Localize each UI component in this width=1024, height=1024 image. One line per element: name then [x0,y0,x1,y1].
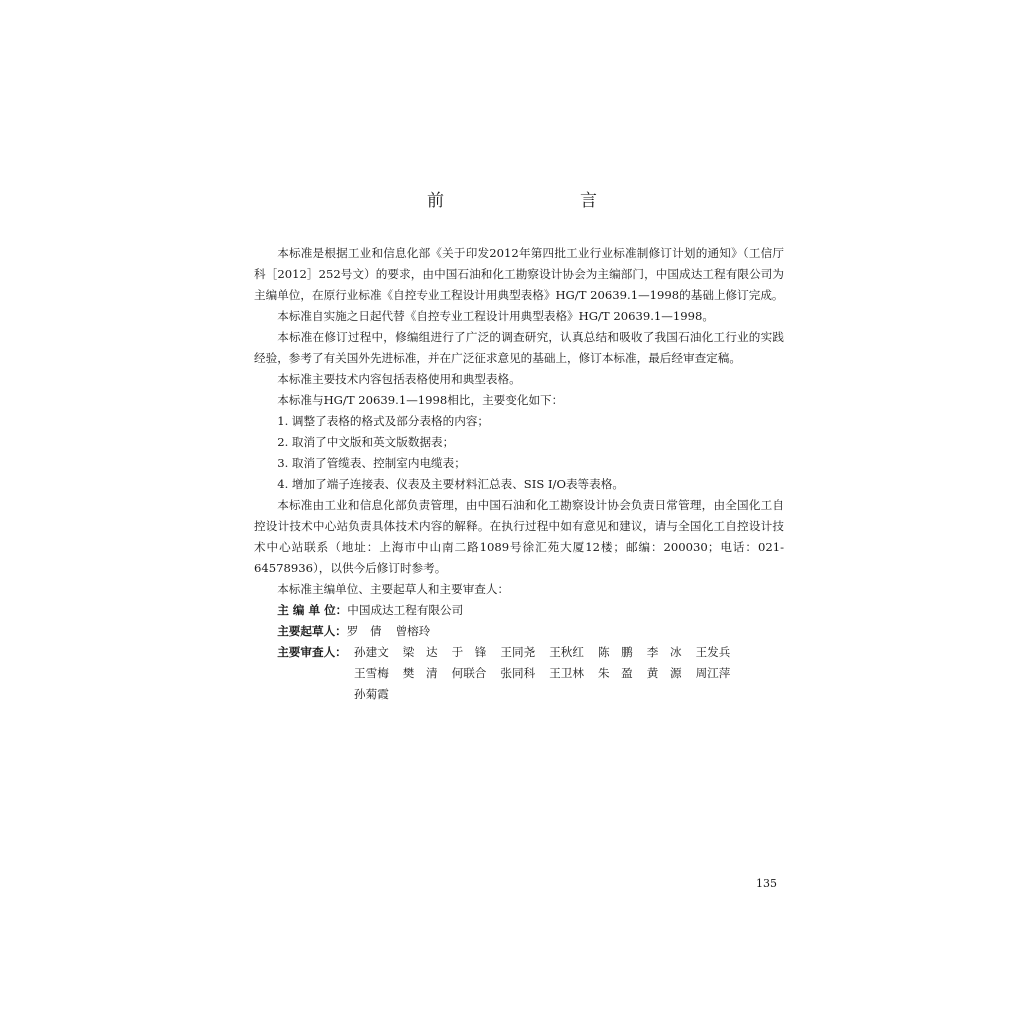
reviewer-name: 王卫林 [549,666,584,680]
chief-unit-line [254,600,784,621]
reviewer-name: 黄 源 [646,666,682,680]
reviewer-name: 何联合 [451,666,487,680]
reviewers-row [254,642,784,663]
reviewer-name: 王雪梅 [354,666,389,680]
paragraph-replacement: 本标准自实施之日起代替《自控专业工程设计用典型表格》HG/T 20639.1—1998。 [277,309,714,323]
chief-unit-value: 中国成达工程有限公司 [347,603,464,617]
reviewers-label: 主要审查人： [277,645,347,659]
reviewer-name: 陈 鹏 [597,645,633,659]
reviewer-name: 周江萍 [695,666,731,680]
page-number: 135 [756,877,777,890]
drafter-name: 曾榕玲 [395,624,431,638]
change-item: 4. 增加了端子连接表、仪表及主要材料汇总表、SIS I/O表等表格。 [277,477,624,491]
paragraph-management: 本标准由工业和信息化部负责管理，由中国石油和化工勘察设计协会负责日常管理，由全国化工自控设计技术中心站负责具体技术内容的解释。在执行过程中如有意见和建议，请与全国化工自控设计技术中心站联系（地址：上海市中山南二路1089号徐汇苑大厦12楼；邮编：200030；电话：021-64578936），以供今后修订时参考。 [254,498,784,575]
drafters-label: 主要起草人： [277,624,347,638]
chief-unit-label: 主 编 单 位： [277,603,348,617]
change-item: 3. 取消了管缆表、控制室内电缆表； [277,456,466,470]
drafter-name: 罗 倩 [346,624,382,638]
reviewer-name: 王发兵 [695,645,731,659]
paragraph-changes-intro: 本标准与HG/T 20639.1—1998相比，主要变化如下： [277,393,564,407]
reviewer-name: 孙建文 [354,645,389,659]
paragraph-basis: 本标准是根据工业和信息化部《关于印发2012年第四批工业行业标准制修订计划的通知》（工信厅科［2012］252号文）的要求，由中国石油和化工勘察设计协会为主编部门，中国成达工程有限公司为主编单位，在原行业标准《自控专业工程设计用典型表格》HG/T 20639.1—1998的基础上修订完成。 [254,246,784,302]
reviewer-name: 樊 清 [402,666,438,680]
drafters-line [254,621,784,642]
reviewer-name: 王同尧 [500,645,536,659]
reviewer-name: 孙菊霞 [354,687,389,701]
reviewer-name: 于 锋 [451,645,487,659]
change-item: 1. 调整了表格的格式及部分表格的内容； [277,414,490,428]
page-title: 前 言 [427,191,631,211]
reviewer-name: 梁 达 [402,645,438,659]
paragraph-revision-process: 本标准在修订过程中，修编组进行了广泛的调查研究，认真总结和吸收了我国石油化工行业的实践经验，参考了有关国外先进标准，并在广泛征求意见的基础上，修订本标准，最后经审查定稿。 [254,330,784,365]
paragraph-participants-intro: 本标准主编单位、主要起草人和主要审查人： [277,582,510,596]
reviewers-row [254,663,784,684]
body-text [254,243,784,705]
reviewer-name: 王秋红 [549,645,584,659]
reviewer-name: 李 冰 [646,645,682,659]
paragraph-main-content: 本标准主要技术内容包括表格使用和典型表格。 [277,372,521,386]
change-item: 2. 取消了中文版和英文版数据表； [277,435,455,449]
reviewers-row [254,684,784,705]
reviewer-name: 张同科 [500,666,536,680]
reviewer-name: 朱 盈 [597,666,633,680]
